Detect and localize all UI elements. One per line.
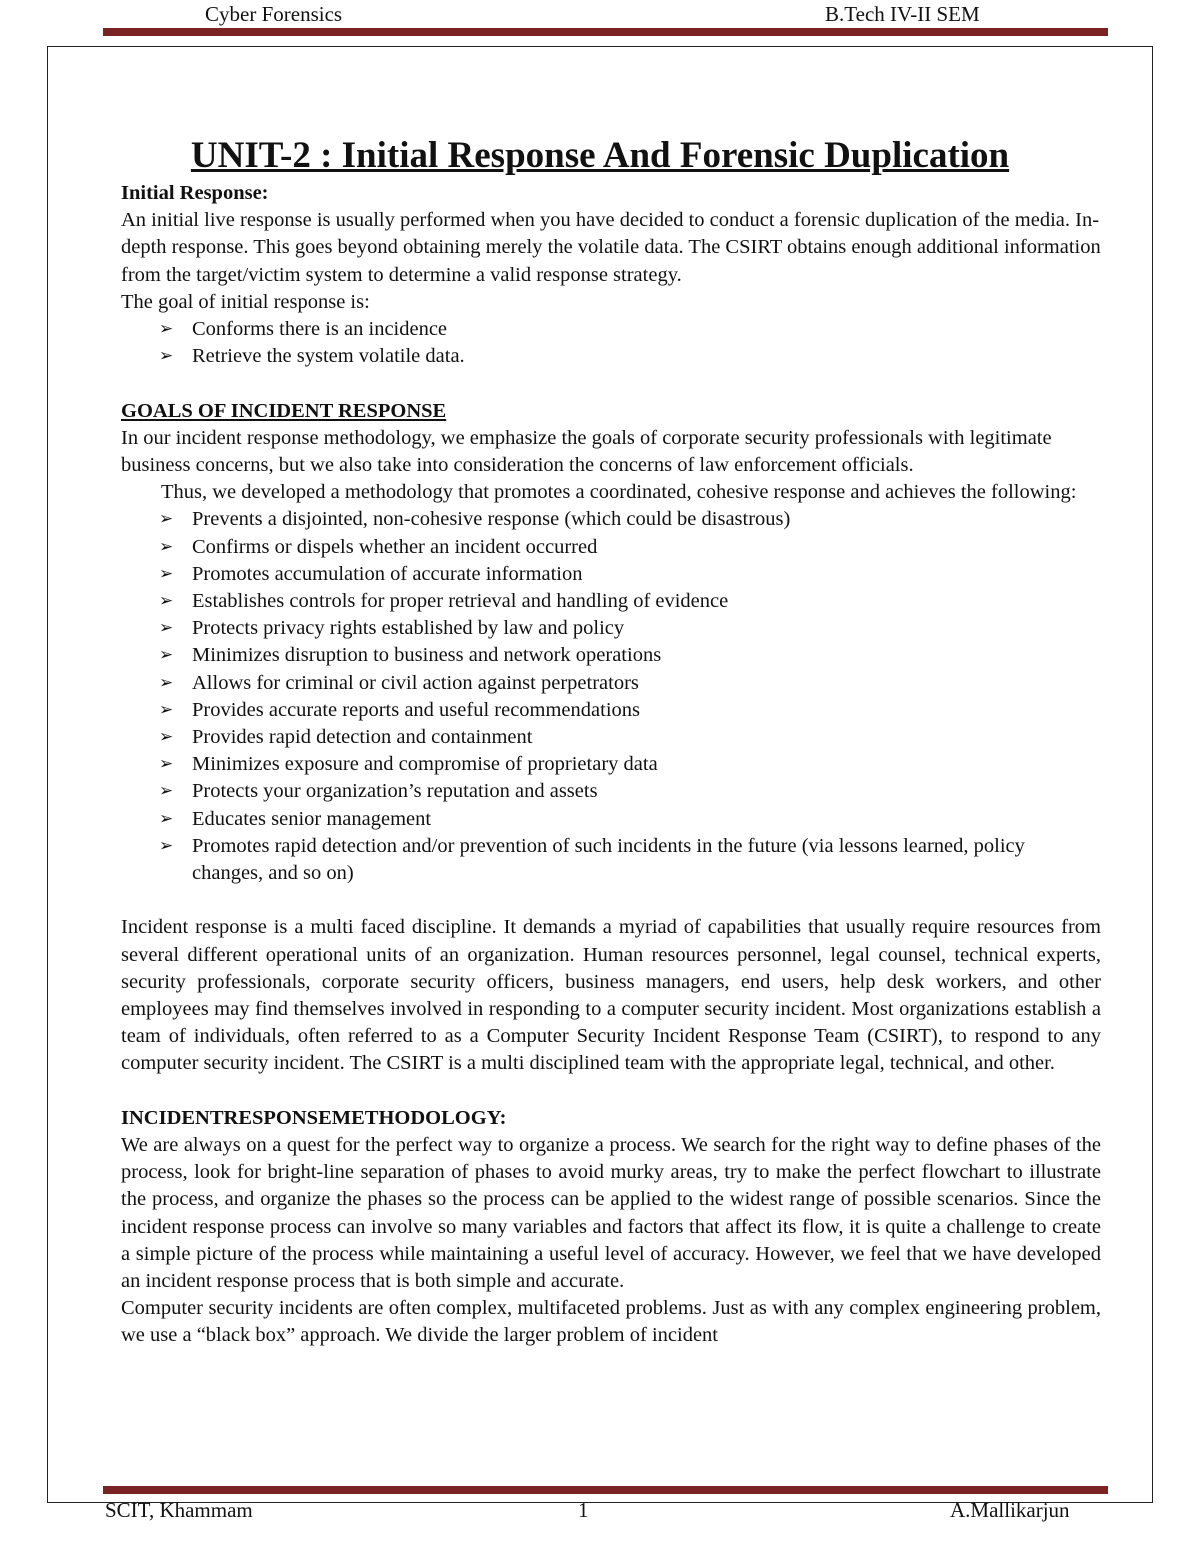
list-item: ➢ Allows for criminal or civil action against perpetrators — [159, 670, 1101, 697]
footer-author: A.Mallikarjun — [950, 1498, 1070, 1522]
list-item: ➢ Educates senior management — [159, 806, 1101, 833]
initial-goals-list — [121, 316, 1101, 370]
footer-rule — [103, 1486, 1108, 1494]
list-item: ➢ Retrieve the system volatile data. — [159, 343, 1101, 370]
csirt-paragraph: Incident response is a multi faced discipline. It demands a myriad of capabilities that usually require resources from several different operational units of an organization. Human resources personnel, legal counsel, technical experts, security professionals, corporate security officers, business managers, end users, help desk workers, and other employees may find themselves involved in responding to a computer security incident. Most organizations establish a team of individuals, often referred to as a Computer Security Incident Response Team (CSIRT), to respond to any computer security incident. The CSIRT is a multi disciplined team with the appropriate legal, technical, and other. — [121, 916, 1101, 1075]
list-item: ➢ Provides accurate reports and useful recommendations — [159, 697, 1101, 724]
list-item: ➢ Establishes controls for proper retrieval and handling of evidence — [159, 588, 1101, 615]
header-semester: B.Tech IV-II SEM — [825, 2, 980, 26]
goals-heading: GOALS OF INCIDENT RESPONSE — [121, 399, 447, 422]
goal-intro: The goal of initial response is: — [121, 290, 370, 313]
header-course: Cyber Forensics — [205, 2, 343, 26]
page-title: UNIT-2 : Initial Response And Forensic Duplication — [190, 135, 1010, 176]
methodology-paragraph-2: Computer security incidents are often complex, multifaceted problems. Just as with any complex engineering problem, we use a “black box” approach. We divide the larger problem of incident — [121, 1297, 1101, 1347]
list-item: ➢ Protects privacy rights established by law and policy — [159, 615, 1101, 642]
methodology-heading: INCIDENTRESPONSEMETHODOLOGY: — [121, 1106, 507, 1129]
goals-paragraph-1: In our incident response methodology, we emphasize the goals of corporate security professionals with legitimate business concerns, but we also take into consideration the concerns of law enforcement officials. — [121, 426, 1052, 477]
header-rule — [103, 28, 1108, 36]
list-item: ➢ Promotes accumulation of accurate information — [159, 561, 1101, 588]
goals-paragraph-2: Thus, we developed a methodology that promotes a coordinated, cohesive response and achieves the following: — [161, 481, 1077, 504]
list-item: ➢ Promotes rapid detection and/or prevention of such incidents in the future (via lessons learned, policy changes, and so on) — [159, 833, 1101, 887]
list-item: ➢ Confirms or dispels whether an incident occurred — [159, 534, 1101, 561]
methodology-paragraph-1: We are always on a quest for the perfect way to organize a process. We search for the right way to define phases of the process, look for bright-line separation of phases to avoid murky areas, try to make the perfect flowchart to illustrate the process, and organize the phases so the process can be applied to the widest range of possible scenarios. Since the incident response process can involve so many variables and factors that affect its flow, it is quite a challenge to create a simple picture of the process while maintaining a useful level of accuracy. However, we feel that we have developed an incident response process that is both simple and accurate. — [121, 1134, 1101, 1293]
initial-response-paragraph: An initial live response is usually performed when you have decided to conduct a forensic duplication of the media. In-depth response. This goes beyond obtaining merely the volatile data. The CSIRT obtains enough additional information from the target/victim system to determine a valid response strategy. — [121, 209, 1101, 286]
document-body — [121, 180, 1101, 1350]
list-item: ➢ Minimizes disruption to business and network operations — [159, 642, 1101, 669]
list-item: ➢ Protects your organization’s reputation and assets — [159, 778, 1101, 805]
list-item: ➢ Provides rapid detection and containment — [159, 724, 1101, 751]
list-item: ➢ Minimizes exposure and compromise of proprietary data — [159, 751, 1101, 778]
footer-institution: SCIT, Khammam — [105, 1498, 253, 1522]
goals-list — [121, 506, 1101, 887]
list-item: ➢ Prevents a disjointed, non-cohesive response (which could be disastrous) — [159, 506, 1101, 533]
list-item: ➢ Conforms there is an incidence — [159, 316, 1101, 343]
initial-response-heading: Initial Response: — [121, 182, 269, 204]
page-number: 1 — [578, 1498, 589, 1522]
